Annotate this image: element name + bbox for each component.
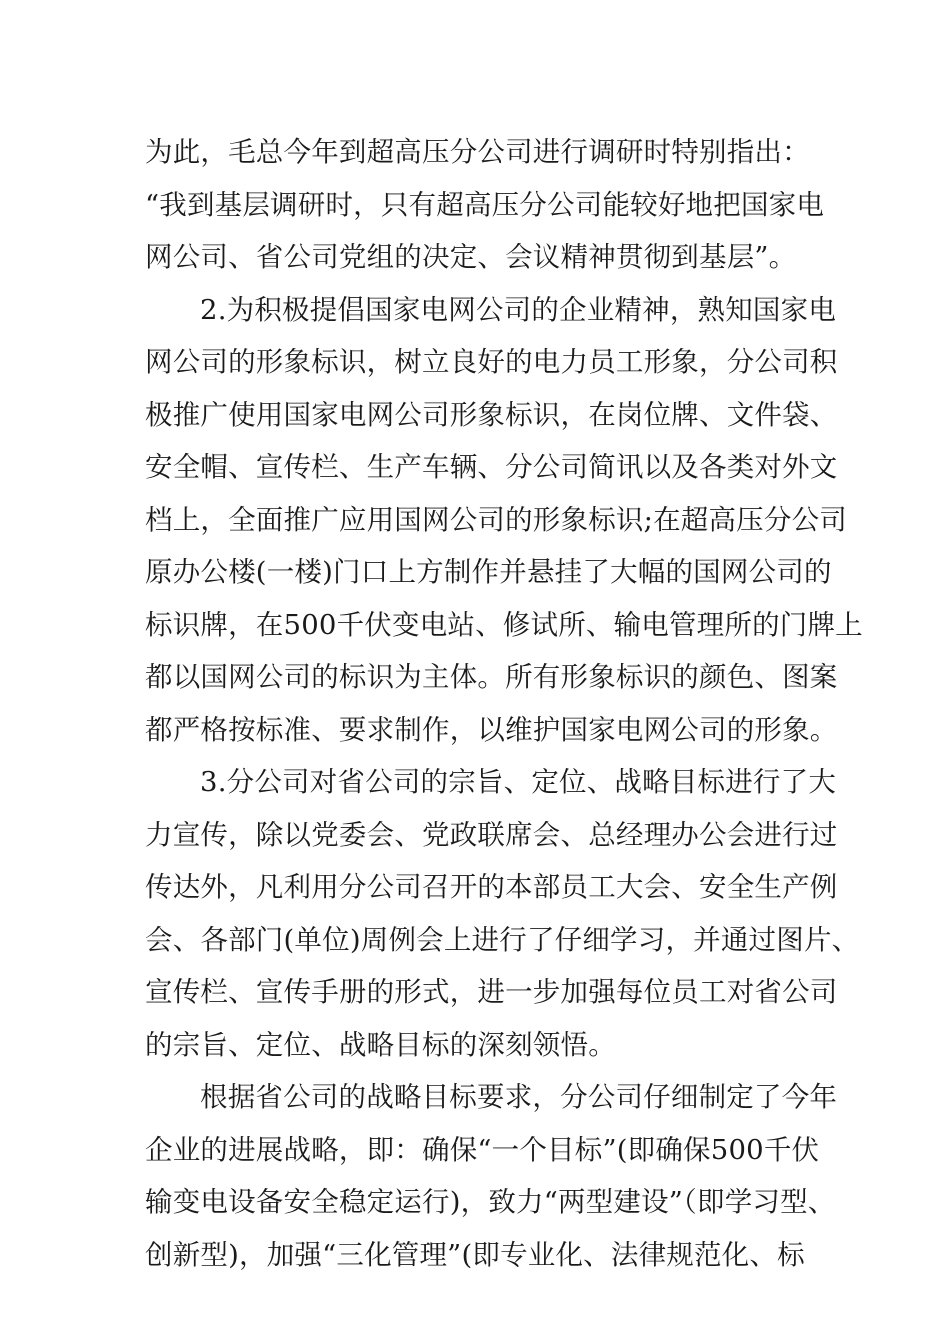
paragraph-4 xyxy=(145,1071,838,1281)
text-line: 宣传栏、宣传手册的形式，进一步加强每位员工对省公司 xyxy=(145,976,838,1008)
text-line: 都以国网公司的标识为主体。所有形象标识的颜色、图案 xyxy=(145,661,838,693)
paragraph-3 xyxy=(145,756,860,1071)
text-line: 传达外，凡利用分公司召开的本部员工大会、安全生产例 xyxy=(145,871,838,903)
paragraph-2 xyxy=(145,284,863,757)
text-line: 会、各部门(单位)周例会上进行了仔细学习，并通过图片、 xyxy=(145,923,860,956)
text-line: 原办公楼(一楼)门口上方制作并悬挂了大幅的国网公司的 xyxy=(145,556,832,588)
text-line: 输变电设备安全稳定运行)，致力“两型建设”（即学习型、 xyxy=(145,1186,836,1218)
text-line: 的宗旨、定位、战略目标的深刻领悟。 xyxy=(145,1028,616,1061)
text-line: 根据省公司的战略目标要求，分公司仔细制定了今年 xyxy=(200,1081,838,1113)
text-line: “我到基层调研时，只有超高压分公司能较好地把国家电 xyxy=(145,188,825,221)
text-line: 为此，毛总今年到超高压分公司进行调研时特别指出： xyxy=(145,136,810,168)
text-line: 都严格按标准、要求制作，以维护国家电网公司的形象。 xyxy=(145,713,838,746)
text-line: 2.为积极提倡国家电网公司的企业精神，熟知国家电 xyxy=(200,293,837,326)
text-line: 档上，全面推广应用国网公司的形象标识;在超高压分公司 xyxy=(145,503,847,536)
text-line: 标识牌，在500千伏变电站、修试所、输电管理所的门牌上 xyxy=(145,608,863,641)
text-line: 网公司、省公司党组的决定、会议精神贯彻到基层”。 xyxy=(145,241,797,273)
text-line: 企业的进展战略，即：确保“一个目标”(即确保500千伏 xyxy=(145,1133,820,1166)
text-line: 力宣传，除以党委会、党政联席会、总经理办公会进行过 xyxy=(145,818,838,851)
paragraph-1 xyxy=(145,126,825,284)
text-line: 极推广使用国家电网公司形象标识，在岗位牌、文件袋、 xyxy=(145,398,838,431)
body-text xyxy=(145,126,863,1281)
text-line: 安全帽、宣传栏、生产车辆、分公司简讯以及各类对外文 xyxy=(145,451,838,483)
text-line: 创新型)，加强“三化管理”(即专业化、法律规范化、标 xyxy=(145,1238,805,1271)
text-line: 3.分公司对省公司的宗旨、定位、战略目标进行了大 xyxy=(200,766,837,798)
text-line: 网公司的形象标识，树立良好的电力员工形象，分公司积 xyxy=(145,346,838,378)
